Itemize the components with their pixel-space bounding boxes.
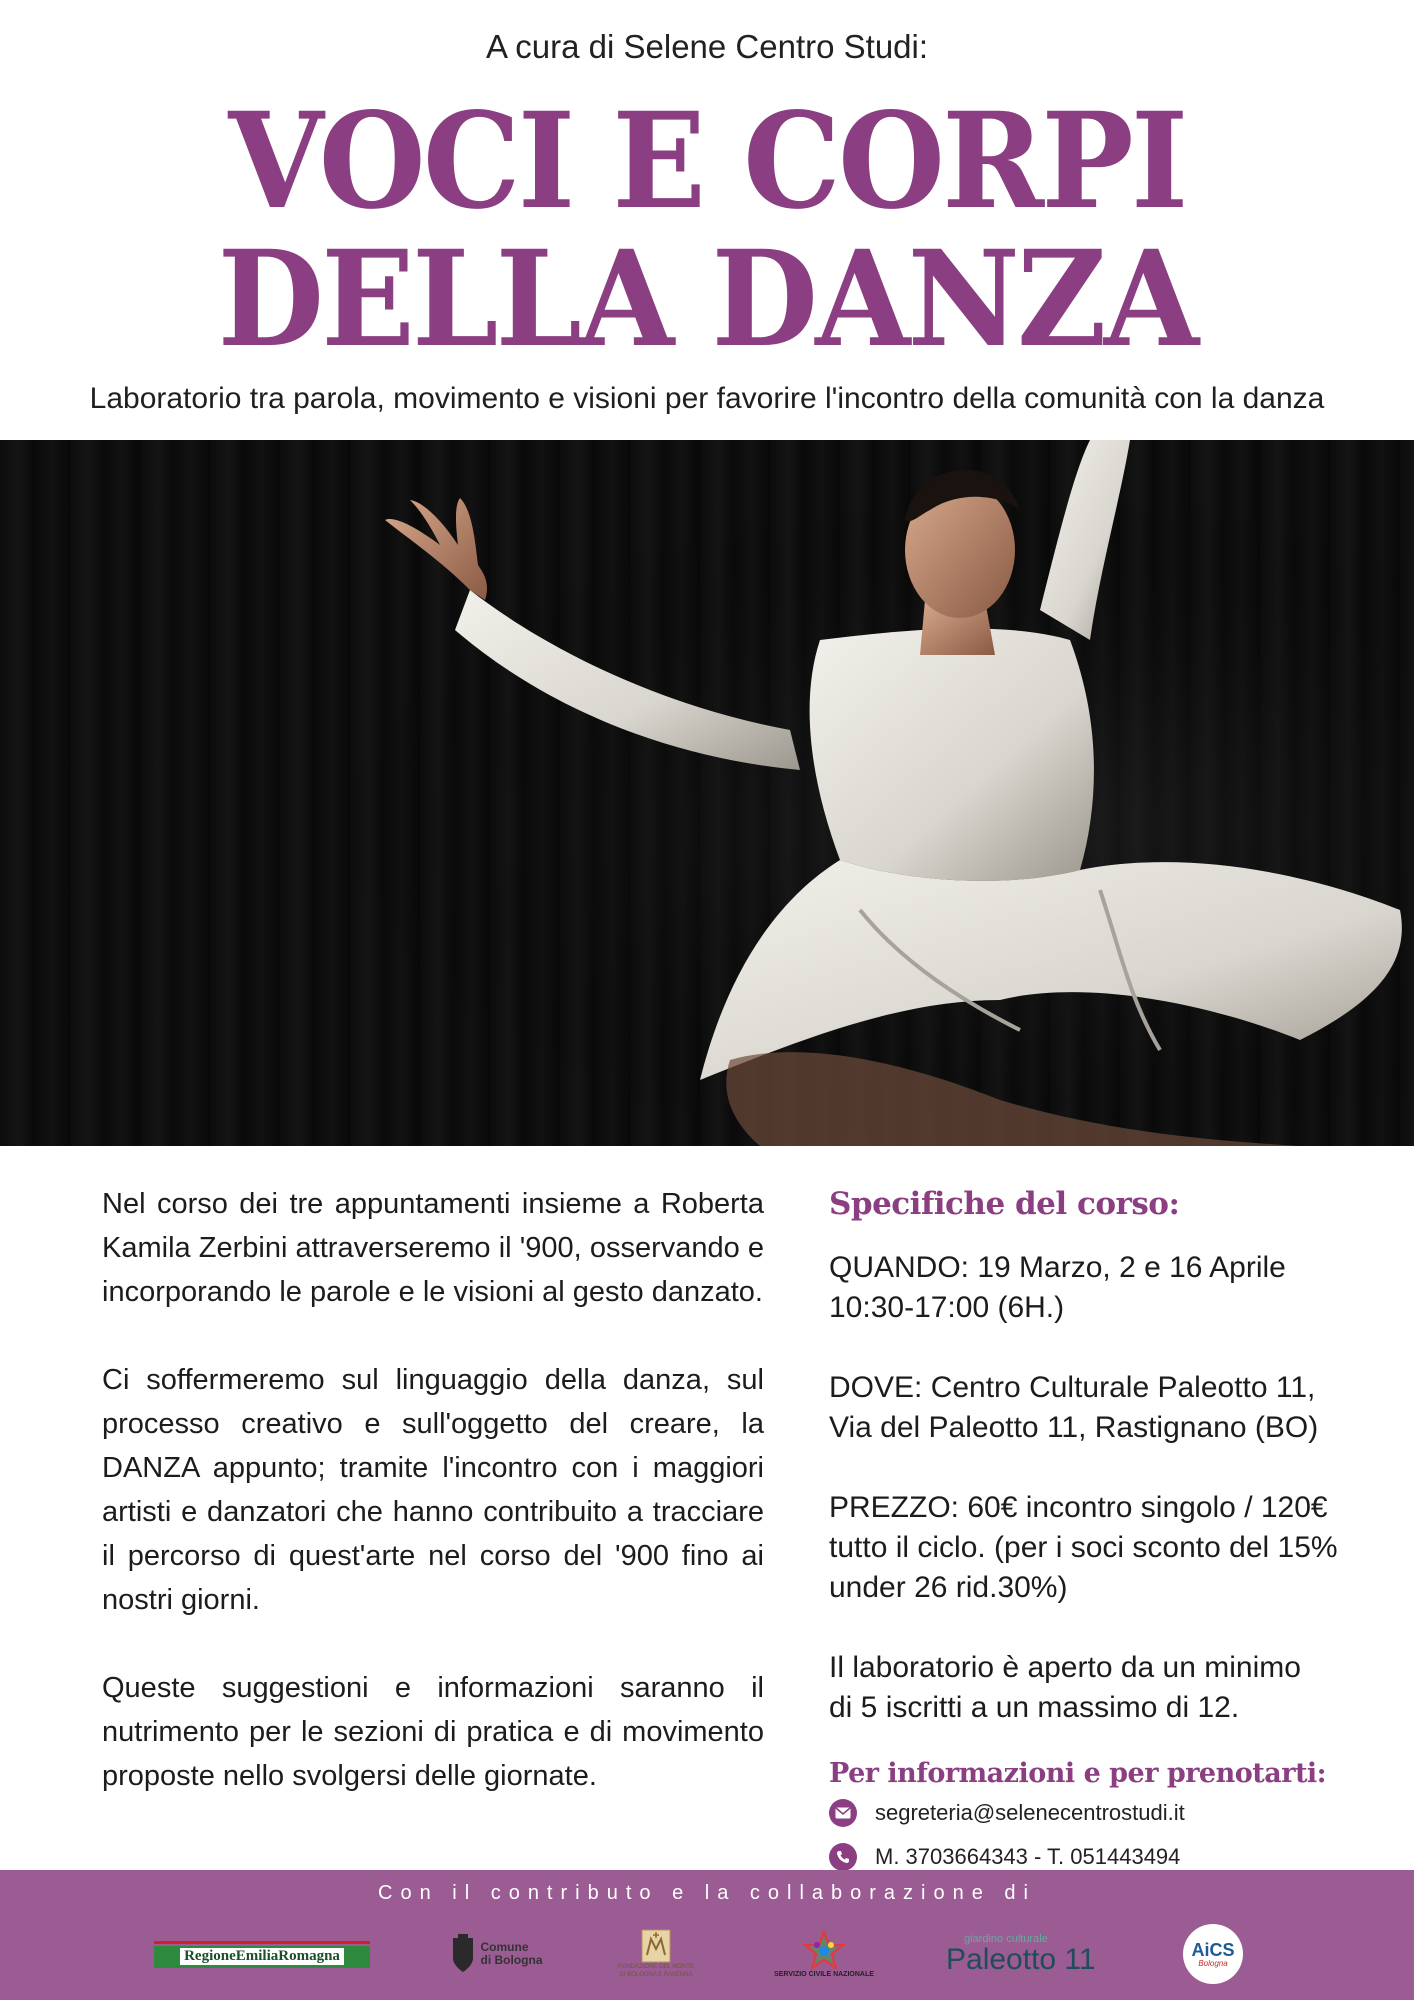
footer-label: Con il contributo e la collaborazione di	[378, 1882, 1036, 1904]
paleotto-big-text: Paleotto 11	[946, 1943, 1096, 1976]
specs-capacity	[829, 1648, 1349, 1728]
regione-logo-text: RegioneEmiliaRomagna	[180, 1948, 344, 1965]
logo-aics-bologna	[1181, 1922, 1245, 1986]
sponsors-footer	[0, 1870, 1414, 2000]
price-line-1: PREZZO: 60€ incontro singolo / 120€	[829, 1491, 1328, 1524]
specs-when	[829, 1248, 1349, 1328]
price-line-3: under 26 rid.30%)	[829, 1571, 1068, 1604]
logo-paleotto-11	[946, 1922, 1096, 1986]
specs-where	[829, 1368, 1349, 1448]
comune-crest-icon	[450, 1934, 476, 1974]
description-paragraph-3: Queste suggestioni e informazioni saranno il nutrimento per le sezioni di pratica e di movimento proposte nello svolgersi delle giornate.	[102, 1672, 764, 1792]
aics-text: AiCS	[1191, 1939, 1235, 1960]
paleotto-small-text: giardino culturale	[964, 1933, 1048, 1945]
phone-numbers[interactable]: M. 3703664343 - T. 051443494	[875, 1844, 1181, 1869]
contacts-heading: Per informazioni e per prenotarti:	[829, 1758, 1327, 1789]
description-paragraph-1: Nel corso dei tre appuntamenti insieme a Roberta Kamila Zerbini attraverseremo il '900, osservando e incorporando le parole e le visioni al gesto danzato.	[102, 1188, 764, 1308]
comune-line-2: di Bologna	[480, 1953, 543, 1967]
curator-line: A cura di Selene Centro Studi:	[485, 28, 929, 65]
description-paragraph-2: Ci soffermeremo sul linguaggio della danza, sul processo creativo e sull'oggetto del creare, la DANZA appunto; tramite l'incontro con i maggiori artisti e danzatori che hanno contribuito a tracciare il percorso di quest'arte nel corso del '900 fino ai nostri giorni.	[102, 1364, 764, 1616]
fondazione-mark-icon	[641, 1929, 671, 1963]
fondazione-line-1: FONDAZIONE DEL MONTE	[618, 1964, 694, 1970]
logo-fondazione-del-monte	[606, 1922, 706, 1986]
logo-servizio-civile	[764, 1922, 884, 1986]
capacity-line-1: Il laboratorio è aperto da un minimo	[829, 1651, 1301, 1684]
servizio-civile-text: SERVIZIO CIVILE NAZIONALE	[774, 1970, 874, 1978]
capacity-line-2: di 5 iscritti a un massimo di 12.	[829, 1691, 1240, 1724]
envelope-icon	[829, 1799, 857, 1827]
description-column	[102, 1182, 764, 1842]
email-contact[interactable]	[829, 1796, 1369, 1830]
dancer-illustration	[0, 440, 1414, 1146]
when-line-2: 10:30-17:00 (6H.)	[829, 1291, 1065, 1324]
subtitle: Laboratorio tra parola, movimento e visioni per favorire l'incontro della comunità con la danza	[89, 382, 1325, 415]
hero-dancer-photo	[0, 440, 1414, 1146]
specs-price	[829, 1488, 1349, 1608]
where-line-2: Via del Paleotto 11, Rastignano (BO)	[829, 1411, 1319, 1444]
when-line-1: QUANDO: 19 Marzo, 2 e 16 Aprile	[829, 1251, 1286, 1284]
logo-regione-emilia-romagna	[154, 1922, 370, 1986]
where-line-1: DOVE: Centro Culturale Paleotto 11,	[829, 1371, 1316, 1404]
fondazione-line-2: DI BOLOGNA E RAVENNA	[619, 1972, 693, 1978]
title-line-1: VOCI E CORPI	[228, 84, 1186, 239]
comune-line-1: Comune	[480, 1940, 529, 1954]
title-line-2: DELLA DANZA	[217, 222, 1197, 377]
servizio-civile-star-icon	[800, 1930, 848, 1970]
phone-icon	[829, 1843, 857, 1871]
price-line-2: tutto il ciclo. (per i soci sconto del 15%	[829, 1531, 1338, 1564]
phone-contact[interactable]	[829, 1840, 1369, 1874]
course-specs	[829, 1182, 1349, 1794]
logo-comune-bologna	[446, 1922, 546, 1986]
specs-heading: Specifiche del corso:	[829, 1186, 1180, 1222]
aics-sub-text: Bologna	[1198, 1958, 1228, 1968]
email-address[interactable]: segreteria@selenecentrostudi.it	[875, 1800, 1185, 1825]
